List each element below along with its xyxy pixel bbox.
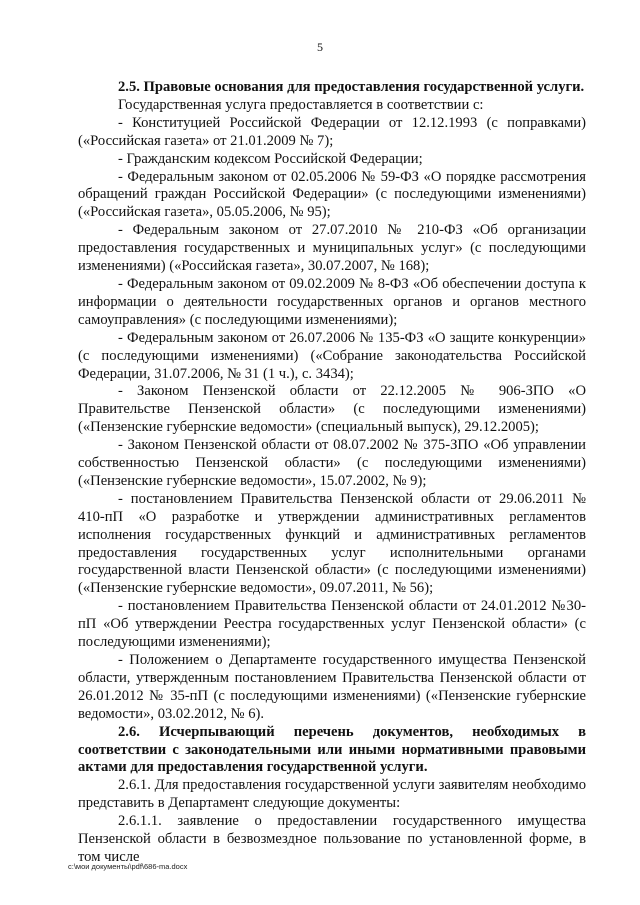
legal-basis-item: - Федеральным законом от 09.02.2009 № 8-ФЗ «Об обеспечении доступа к информации о деятельности государственных органов и органов местного самоуправления» (с последующими изменениями); [78, 275, 586, 328]
section-2-5-heading: 2.5. Правовые основания для предоставления государственной услуги. [118, 79, 585, 95]
section-2-6-heading: 2.6. Исчерпывающий перечень документов, необходимых в соответствии с законодательными или иными нормативными правовыми актами для предоставления государственной услуги. [78, 723, 586, 776]
legal-basis-item: - Федеральным законом от 27.07.2010 № 210-ФЗ «Об организации предоставления государственных и муниципальных услуг» (с последующими изменениями) («Российская газета», 30.07.2007, № 168); [78, 222, 586, 275]
file-path-footer: c:\мои документы\pdf\686-ma.docx [68, 862, 188, 871]
legal-basis-item: - Гражданским кодексом Российской Федерации; [118, 150, 423, 167]
legal-basis-item: - Законом Пензенской области от 22.12.2005 № 906-ЗПО «О Правительстве Пензенской области» (с последующими изменениями) («Пензенские губернские ведомости» (специальный выпуск), 29.12.2005); [78, 383, 586, 436]
legal-basis-item: - постановлением Правительства Пензенской области от 24.01.2012 №30-пП «Об утверждении Реестра государственных услуг Пензенской области» (с последующими изменениями); [78, 598, 586, 651]
legal-basis-item: - Законом Пензенской области от 08.07.2002 № 375-ЗПО «Об управлении собственностью Пензенской области» (с последующими изменениями) («Пензенские губернские ведомости», 15.07.2002, № 9); [78, 437, 586, 489]
section-2-5-intro: Государственная услуга предоставляется в соответствии с: [118, 96, 484, 113]
section-2-6-1-paragraph: 2.6.1. Для предоставления государственной услуги заявителям необходимо представить в Департамент следующие документы: [78, 777, 586, 812]
legal-basis-item: - постановлением Правительства Пензенской области от 29.06.2011 № 410-пП «О разработке и утверждении административных регламентов исполнения государственных функций и административных регламентов предоставления государственных услуг исполнительными органами государственной власти Пензенской области» (с последующими изменениями) («Пензенские губернские ведомости», 09.07.2011, № 56); [78, 490, 586, 597]
legal-basis-item: - Федеральным законом от 26.07.2006 № 135-ФЗ «О защите конкуренции» (с последующими изменениями) («Собрание законодательства Российской Федерации, 31.07.2006, № 31 (1 ч.), с. 3434); [78, 329, 586, 382]
legal-basis-item: - Федеральным законом от 02.05.2006 № 59-ФЗ «О порядке рассмотрения обращений граждан Российской Федерации» (с последующими изменениями) («Российская газета», 05.05.2006, № 95); [78, 168, 586, 221]
legal-basis-item: - Положением о Департаменте государственного имущества Пензенской области, утвержденным постановлением Правительства Пензенской области от 26.01.2012 № 35-пП (с последующими изменениями) («Пензенские губернские ведомости», 03.02.2012, № 6). [78, 652, 586, 722]
section-2-6-1-1-paragraph: 2.6.1.1. заявление о предоставлении государственного имущества Пензенской области в безвозмездное пользование по установленной форме, в том числе [78, 813, 586, 865]
legal-basis-item: - Конституцией Российской Федерации от 12.12.1993 (с поправками) («Российская газета» от 21.01.2009 № 7); [78, 114, 586, 149]
document-body [78, 79, 586, 867]
page-number: 5 [317, 40, 323, 54]
